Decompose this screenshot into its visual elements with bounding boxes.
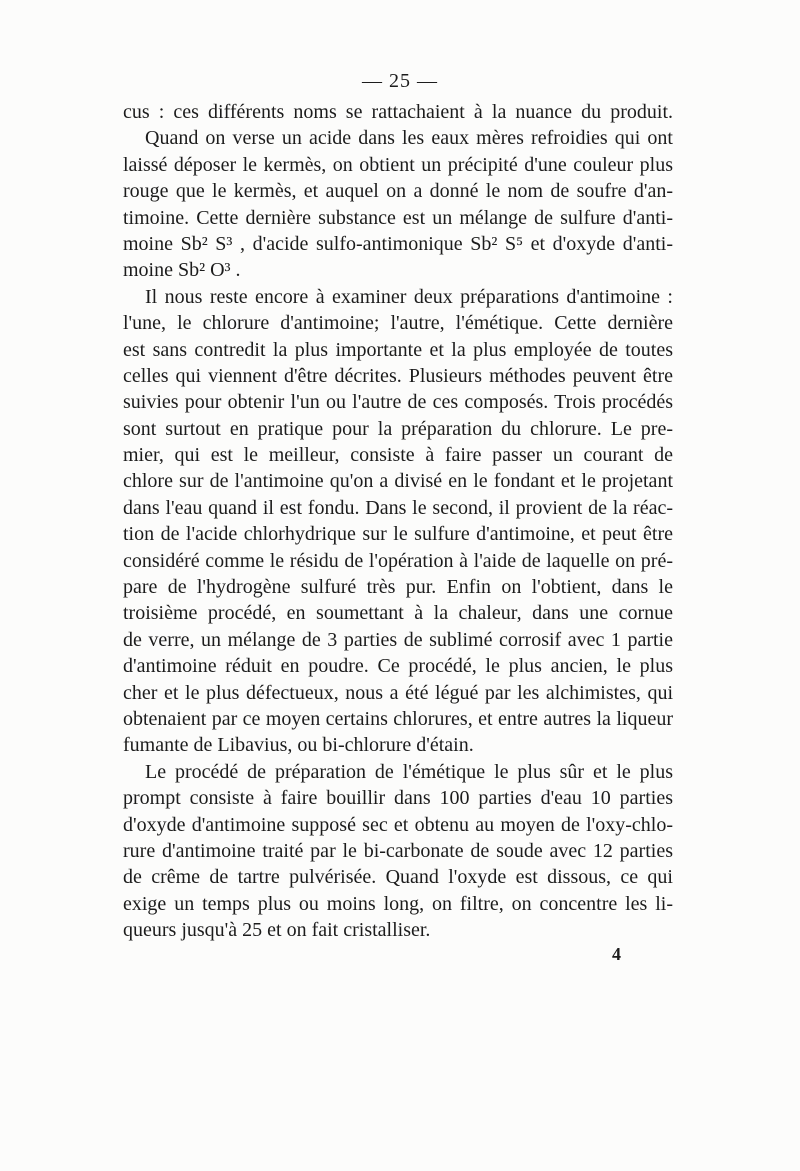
text-line: troisième procédé, en soumettant à la chaleur, dans une cornue — [123, 602, 673, 625]
text-line: obtenaient par ce moyen certains chlorures, et entre autres la liqueur — [123, 707, 673, 730]
text-line: Il nous reste encore à examiner deux préparations d'antimoine : — [145, 285, 673, 308]
text-line: Le procédé de préparation de l'émétique le plus sûr et le plus — [145, 760, 673, 783]
text-line: exige un temps plus ou moins long, on filtre, on concentre les li- — [123, 892, 673, 915]
text-line: laissé déposer le kermès, on obtient un précipité d'une couleur plus — [123, 153, 673, 176]
text-line: pare de l'hydrogène sulfuré très pur. Enfin on l'obtient, dans le — [123, 576, 673, 599]
text-line: mier, qui est le meilleur, consiste à faire passer un courant de — [123, 444, 673, 467]
text-line: tion de l'acide chlorhydrique sur le sulfure d'antimoine, et peut être — [123, 523, 673, 546]
text-line: cher et le plus défectueux, nous a été légué par les alchimistes, qui — [123, 681, 673, 704]
text-line: rouge que le kermès, et auquel on a donné le nom de soufre d'an- — [123, 180, 673, 203]
text-line: fumante de Libavius, ou bi-chlorure d'étain. — [123, 734, 474, 757]
body-text — [123, 99, 673, 944]
text-line: Quand on verse un acide dans les eaux mères refroidies qui ont — [145, 127, 673, 150]
text-line: considéré comme le résidu de l'opération à l'aide de laquelle on pré- — [123, 549, 673, 572]
text-line: prompt consiste à faire bouillir dans 100 parties d'eau 10 parties — [123, 787, 673, 810]
text-line: de verre, un mélange de 3 parties de sublimé corrosif avec 1 partie — [123, 628, 673, 651]
text-line: rure d'antimoine traité par le bi-carbonate de soude avec 12 parties — [123, 839, 673, 862]
page-number: — 25 — — [362, 70, 438, 92]
text-line: celles qui viennent d'être décrites. Plusieurs méthodes peuvent être — [123, 364, 673, 387]
text-line: est sans contredit la plus importante et la plus employée de toutes — [123, 338, 673, 361]
text-line: l'une, le chlorure d'antimoine; l'autre, l'émétique. Cette dernière — [123, 312, 673, 335]
text-line: cus : ces différents noms se rattachaient à la nuance du produit. — [123, 101, 673, 123]
text-line: moine Sb² O³ . — [123, 259, 241, 282]
text-line: d'antimoine réduit en poudre. Ce procédé, le plus ancien, le plus — [123, 655, 673, 678]
text-line: dans l'eau quand il est fondu. Dans le second, il provient de la réac- — [123, 496, 673, 519]
text-line: chlore sur de l'antimoine qu'on a divisé en le fondant et le projetant — [123, 470, 673, 493]
text-line: timoine. Cette dernière substance est un mélange de sulfure d'anti- — [123, 206, 673, 229]
signature-mark: 4 — [612, 944, 621, 964]
text-line: suivies pour obtenir l'un ou l'autre de ces composés. Trois procédés — [123, 391, 673, 414]
text-line: moine Sb² S³ , d'acide sulfo-antimonique Sb² S⁵ et d'oxyde d'anti- — [123, 232, 673, 255]
text-line: de crême de tartre pulvérisée. Quand l'oxyde est dissous, ce qui — [123, 866, 673, 889]
text-line: sont surtout en pratique pour la préparation du chlorure. Le pre- — [123, 417, 673, 440]
text-line: queurs jusqu'à 25 et on fait cristalliser. — [123, 919, 431, 942]
text-line: d'oxyde d'antimoine supposé sec et obtenu au moyen de l'oxy-chlo- — [123, 813, 673, 836]
